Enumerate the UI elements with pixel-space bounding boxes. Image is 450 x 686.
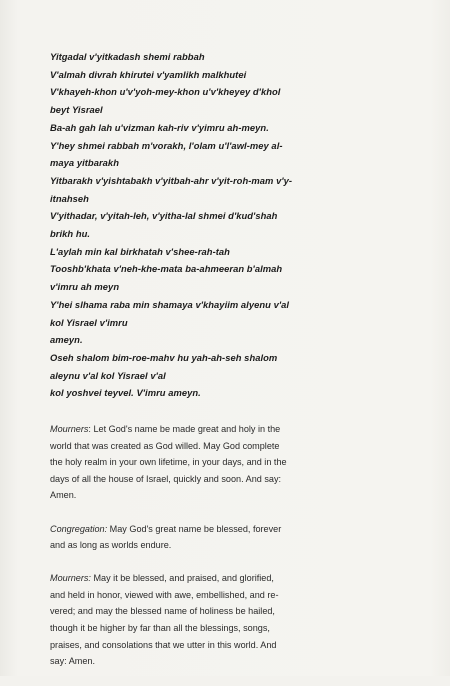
transliteration-line: v'imru ah meyn	[50, 281, 120, 293]
transliteration-line: aleynu v'al kol Yisrael v'al	[50, 369, 166, 381]
transliteration-line: Yitgadal v'yitkadash shemi rabbah	[50, 51, 205, 62]
transliteration-line: Ba-ah gah lah u'vizman kah-riv v'yimru ah-meyn.	[50, 121, 269, 133]
translation-text: May it be blessed, and praised, and glorified,	[90, 573, 274, 584]
translation-line: and held in honor, viewed with awe, embellished, and re-	[50, 589, 279, 600]
translation-line: world that was created as God willed. May God complete	[50, 440, 280, 451]
translation-line: say: Amen.	[50, 656, 95, 667]
translation-line: though it be higher by far than all the blessings, songs,	[50, 623, 270, 633]
transliteration-line: V'khayeh-khon u'v'yoh-mey-khon u'v'kheyey d'khol	[50, 86, 281, 98]
translation-text: : Let God's name be made great and holy in the	[88, 424, 281, 435]
speaker-label: Congregation:	[50, 523, 108, 534]
translation-paragraph-congregation	[50, 521, 395, 554]
translation-text: May God's great name be blessed, forever	[107, 523, 282, 534]
transliteration-line: itnahseh	[50, 192, 89, 204]
translation-line: vered; and may the blessed name of holiness be hailed,	[50, 606, 275, 617]
translation-paragraph-mourners	[50, 421, 395, 504]
speaker-label: Mourners	[50, 424, 89, 435]
translation-line: and as long as worlds endure.	[50, 540, 172, 551]
transliteration-block	[50, 48, 395, 402]
translation-line: Amen.	[50, 490, 77, 501]
transliteration-line: Oseh shalom bim-roe-mahv hu yah-ah-seh shalom	[50, 351, 278, 363]
translation-line: praises, and consolations that we utter in this world. And	[50, 639, 277, 650]
transliteration-line: Yitbarakh v'yishtabakh v'yitbah-ahr v'yit-roh-mam v'y-	[50, 174, 293, 186]
transliteration-line: V'almah divrah khirutei v'yamlikh malkhutei	[50, 68, 247, 80]
translation-paragraph-mourners-2	[50, 570, 395, 670]
transliteration-line: Y'hei slhama raba min shamaya v'khayiim alyenu v'al	[50, 298, 290, 310]
translation-line	[50, 521, 395, 538]
translation-block	[50, 421, 395, 670]
transliteration-line: Tooshb'khata v'neh-khe-mata ba-ahmeeran b'almah	[50, 263, 283, 275]
transliteration-line: beyt Yisrael	[50, 104, 103, 116]
transliteration-line: maya yitbarakh	[50, 157, 119, 169]
transliteration-line: kol yoshvei teyvel. V'imru ameyn.	[50, 387, 201, 399]
speaker-label: Mourners:	[50, 573, 91, 584]
translation-line	[50, 570, 395, 587]
translation-line: the holy realm in your own lifetime, in your days, and in the	[50, 457, 287, 468]
transliteration-line: brikh hu.	[50, 228, 91, 240]
kaddish-text	[50, 48, 395, 686]
transliteration-line: L'aylah min kal birkhatah v'shee-rah-tah	[50, 245, 230, 257]
translation-line	[50, 421, 395, 438]
transliteration-line: ameyn.	[50, 334, 83, 346]
transliteration-line: Y'hey shmei rabbah m'vorakh, l'olam u'l'awl-mey al-	[50, 139, 283, 151]
transliteration-line: kol Yisrael v'imru	[50, 316, 128, 328]
translation-line: days of all the house of Israel, quickly and soon. And say:	[50, 473, 282, 484]
transliteration-line: V'yithadar, v'yitah-leh, v'yitha-lal shmei d'kud'shah	[50, 210, 278, 222]
